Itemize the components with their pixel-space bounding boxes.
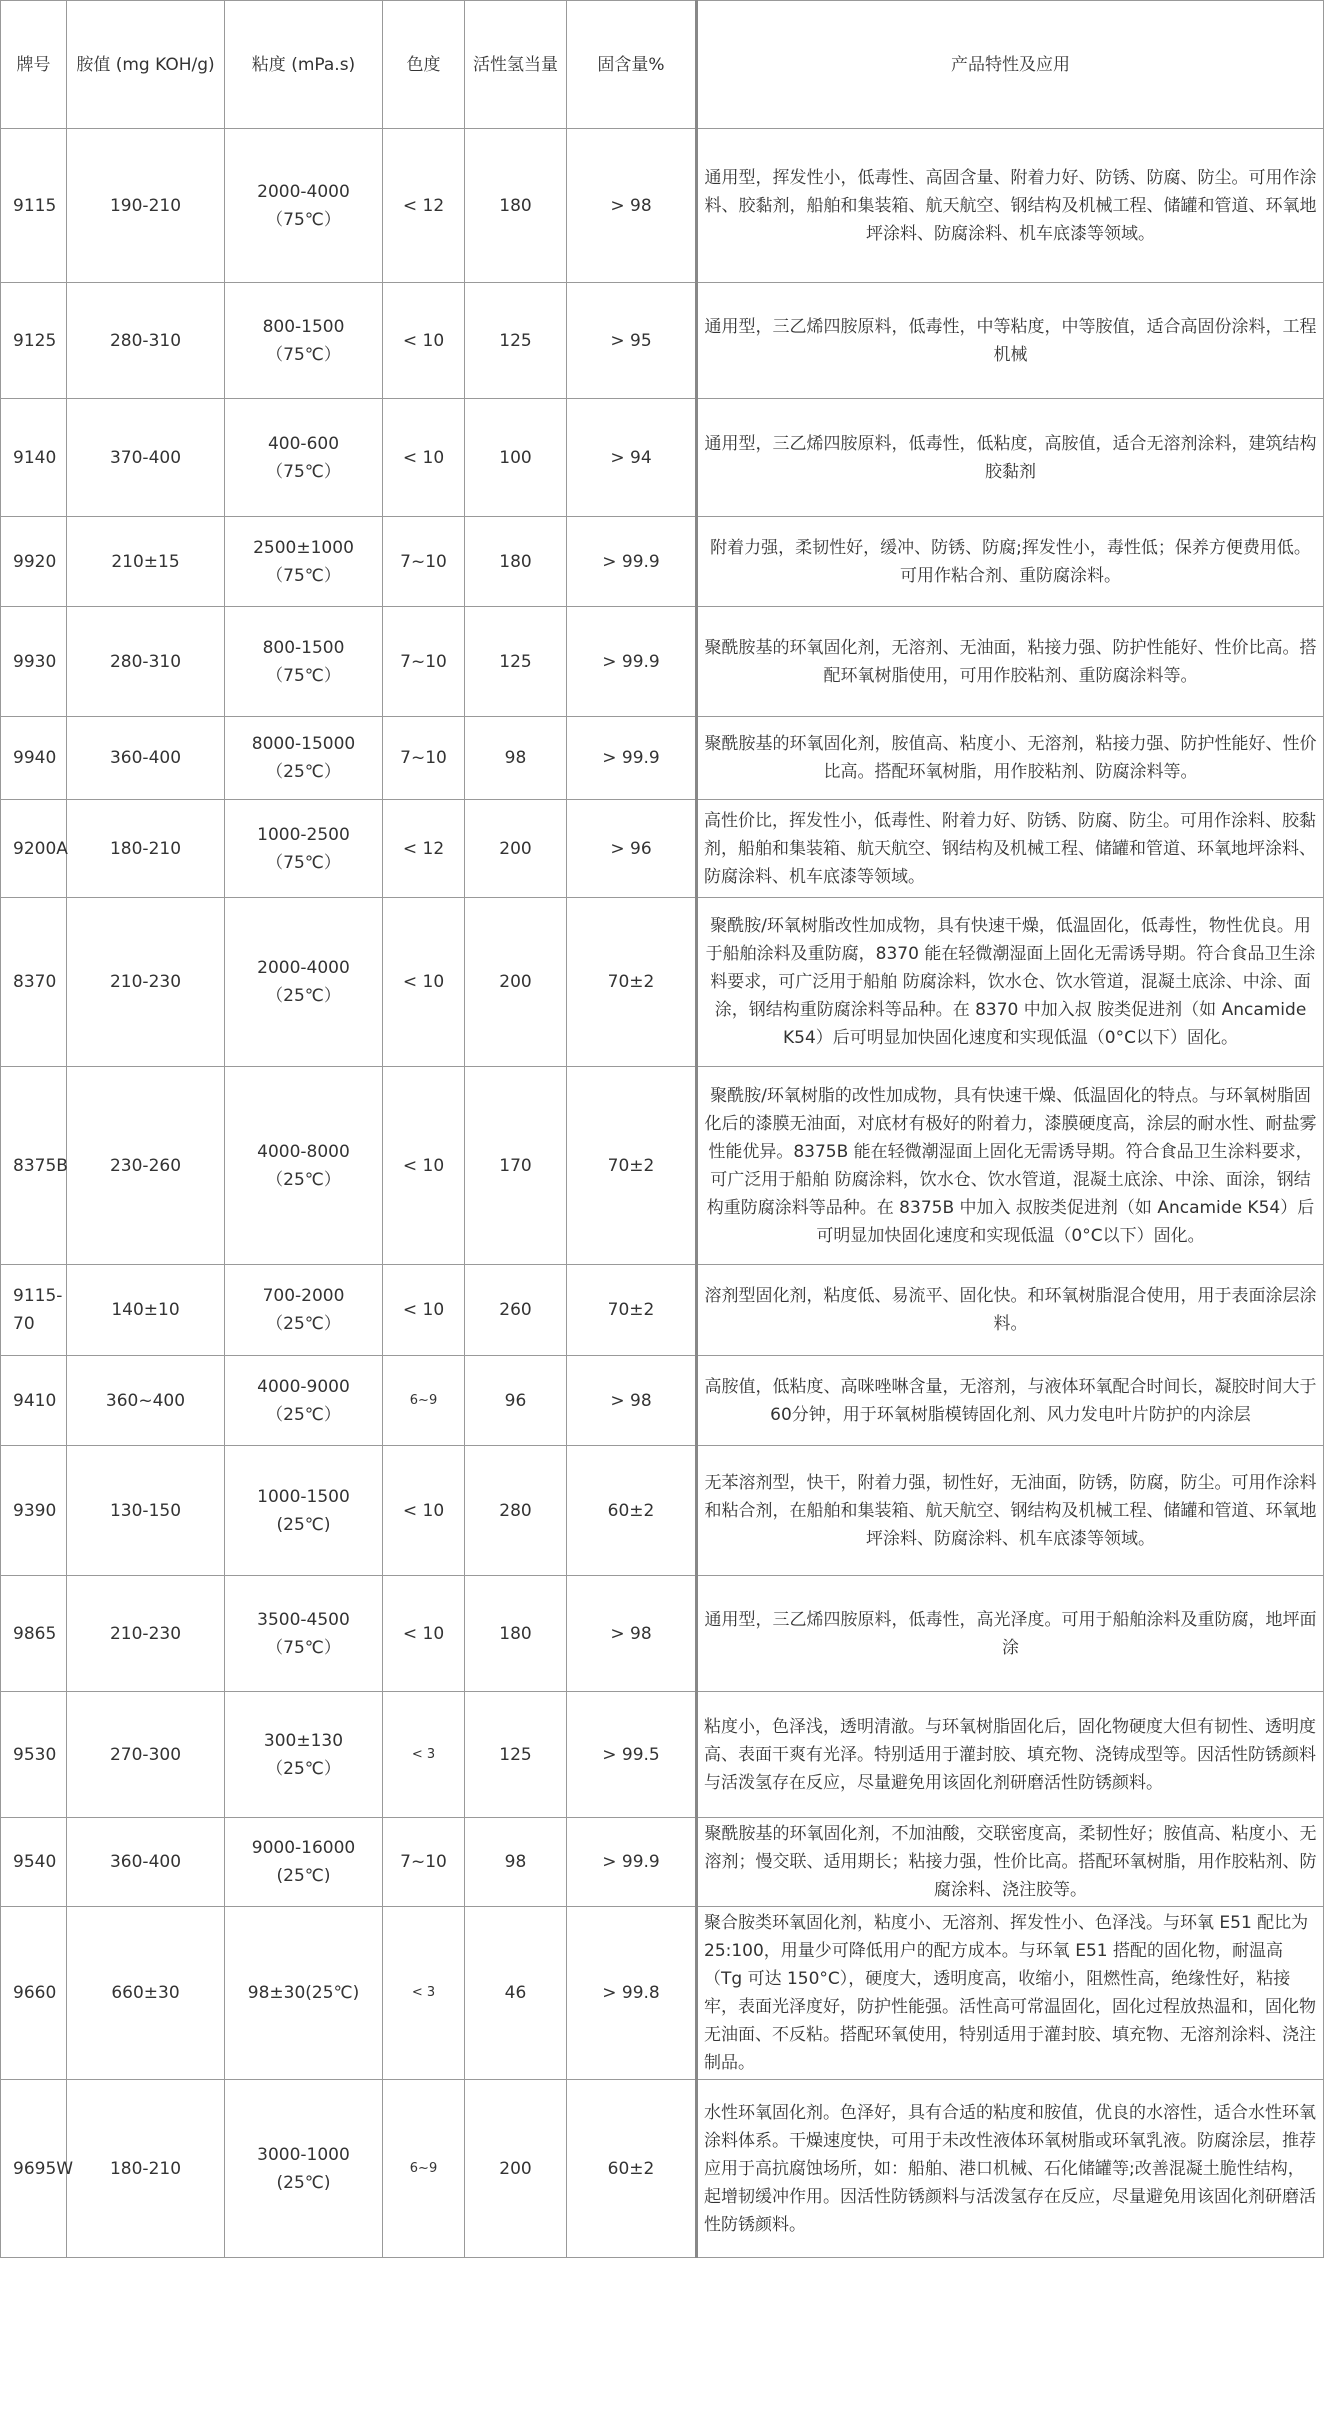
cell-viscosity [225, 1265, 383, 1356]
cell-description: 通用型，挥发性小，低毒性、高固含量、附着力好、防锈、防腐、防尘。可用作涂料、胶黏剂，船舶和集装箱、航天航空、钢结构及机械工程、储罐和管道、环氧地坪涂料、防腐涂料、机车底漆等领域。 [697, 129, 1324, 283]
cell-amine-value: 360~400 [67, 1356, 225, 1446]
cell-viscosity [225, 1356, 383, 1446]
cell-description: 聚酰胺基的环氧固化剂，胺值高、粘度小、无溶剂，粘接力强、防护性能好、性价比高。搭配环氧树脂，用作胶粘剂、防腐涂料等。 [697, 717, 1324, 800]
cell-code: 9530 [1, 1692, 67, 1818]
cell-solids: > 99.9 [567, 607, 697, 717]
table-row [1, 399, 1324, 517]
cell-color: < 3 [383, 1907, 465, 2080]
table-row [1, 517, 1324, 607]
cell-ahew: 180 [465, 517, 567, 607]
cell-color: < 12 [383, 800, 465, 898]
cell-color: < 10 [383, 898, 465, 1067]
cell-code: 9695W [1, 2080, 67, 2258]
viscosity-temperature: （75℃） [266, 344, 341, 365]
cell-solids: > 99.9 [567, 717, 697, 800]
cell-solids: > 98 [567, 1576, 697, 1692]
cell-ahew: 98 [465, 1818, 567, 1907]
cell-description: 聚酰胺基的环氧固化剂，不加油酸，交联密度高，柔韧性好；胺值高、粘度小、无溶剂；慢交联、适用期长；粘接力强，性价比高。搭配环氧树脂，用作胶粘剂、防腐涂料、浇注胶等。 [697, 1818, 1324, 1907]
viscosity-value: 98±30(25℃) [247, 1983, 360, 2003]
table-row [1, 1692, 1324, 1818]
cell-description: 粘度小，色泽浅，透明清澈。与环氧树脂固化后，固化物硬度大但有韧性、透明度高、表面干爽有光泽。特别适用于灌封胶、填充物、浇铸成型等。因活性防锈颜料与活泼氢存在反应，尽量避免用该固化剂研磨活性防锈颜料。 [697, 1692, 1324, 1818]
viscosity-value: 9000-16000 [251, 1838, 356, 1858]
cell-viscosity [225, 717, 383, 800]
cell-solids: > 98 [567, 1356, 697, 1446]
cell-code: 9920 [1, 517, 67, 607]
cell-viscosity [225, 1576, 383, 1692]
viscosity-value: 2000-4000 [257, 958, 350, 978]
cell-solids: > 99.9 [567, 517, 697, 607]
cell-viscosity [225, 517, 383, 607]
cell-ahew: 98 [465, 717, 567, 800]
cell-description: 聚酰胺/环氧树脂改性加成物，具有快速干燥，低温固化，低毒性，物性优良。用于船舶涂料及重防腐，8370 能在轻微潮湿面上固化无需诱导期。符合食品卫生涂料要求，可广泛用于船舶 防腐涂料，饮水仓、饮水管道，混凝土底涂、中涂、面涂，钢结构重防腐涂料等品种。在 8370 中加入叔 胺类促进剂（如 Ancamide K54）后可明显加快固化速度和实现低温（0°C以下）固化。 [697, 898, 1324, 1067]
table-row [1, 1576, 1324, 1692]
cell-description: 通用型，三乙烯四胺原料，低毒性，中等粘度，中等胺值，适合高固份涂料，工程机械 [697, 283, 1324, 399]
cell-ahew: 46 [465, 1907, 567, 2080]
cell-code: 9865 [1, 1576, 67, 1692]
cell-amine-value: 180-210 [67, 800, 225, 898]
table-row [1, 1356, 1324, 1446]
viscosity-value: 3000-1000 (25℃) [257, 2144, 350, 2193]
viscosity-value: 300±130 [263, 1730, 344, 1751]
table-row [1, 1907, 1324, 2080]
viscosity-temperature: (25℃) [276, 1514, 331, 1535]
cell-amine-value: 230-260 [67, 1067, 225, 1265]
cell-color: < 12 [383, 129, 465, 283]
cell-ahew: 260 [465, 1265, 567, 1356]
cell-ahew: 125 [465, 283, 567, 399]
viscosity-value: 4000-8000 [257, 1141, 350, 1162]
cell-code: 9930 [1, 607, 67, 717]
cell-ahew: 180 [465, 129, 567, 283]
cell-color: 7~10 [383, 607, 465, 717]
cell-description: 通用型，三乙烯四胺原料，低毒性，低粘度，高胺值，适合无溶剂涂料，建筑结构胶黏剂 [697, 399, 1324, 517]
cell-ahew: 200 [465, 2080, 567, 2258]
cell-color: < 10 [383, 283, 465, 399]
header-description: 产品特性及应用 [697, 1, 1324, 129]
cell-amine-value: 660±30 [67, 1907, 225, 2080]
cell-solids: 60±2 [567, 2080, 697, 2258]
viscosity-value: 700-2000 [262, 1286, 345, 1306]
cell-color: 7~10 [383, 717, 465, 800]
cell-viscosity [225, 1067, 383, 1265]
viscosity-temperature: （25℃） [266, 1169, 341, 1190]
cell-color: < 10 [383, 1576, 465, 1692]
cell-amine-value: 270-300 [67, 1692, 225, 1818]
cell-description: 通用型，三乙烯四胺原料，低毒性，高光泽度。可用于船舶涂料及重防腐，地坪面涂 [697, 1576, 1324, 1692]
cell-code: 9115 [1, 129, 67, 283]
cell-code: 8370 [1, 898, 67, 1067]
cell-solids: > 95 [567, 283, 697, 399]
header-row [1, 1, 1324, 129]
cell-code: 9125 [1, 283, 67, 399]
cell-description: 溶剂型固化剂，粘度低、易流平、固化快。和环氧树脂混合使用，用于表面涂层涂料。 [697, 1265, 1324, 1356]
viscosity-value: 4000-9000 [257, 1376, 350, 1397]
cell-color: 7~10 [383, 517, 465, 607]
cell-code: 9200A [1, 800, 67, 898]
viscosity-temperature: （25℃） [266, 986, 341, 1006]
viscosity-temperature: （75℃） [266, 852, 341, 873]
cell-solids: > 99.5 [567, 1692, 697, 1818]
cell-ahew: 125 [465, 1692, 567, 1818]
cell-description: 附着力强，柔韧性好，缓冲、防锈、防腐;挥发性小，毒性低；保养方便费用低。可用作粘合剂、重防腐涂料。 [697, 517, 1324, 607]
header-code: 牌号 [1, 1, 67, 129]
table-row [1, 1265, 1324, 1356]
cell-viscosity [225, 2080, 383, 2258]
cell-code: 9140 [1, 399, 67, 517]
cell-amine-value: 210-230 [67, 1576, 225, 1692]
cell-amine-value: 360-400 [67, 1818, 225, 1907]
cell-solids: 60±2 [567, 1446, 697, 1576]
cell-viscosity [225, 129, 383, 283]
table-row [1, 1067, 1324, 1265]
viscosity-temperature: （75℃） [266, 209, 341, 230]
cell-description: 无苯溶剂型，快干，附着力强，韧性好，无油面，防锈，防腐，防尘。可用作涂料和粘合剂，在船舶和集装箱、航天航空、钢结构及机械工程、储罐和管道、环氧地坪涂料、防腐涂料、机车底漆等领域。 [697, 1446, 1324, 1576]
cell-description: 水性环氧固化剂。色泽好，具有合适的粘度和胺值，优良的水溶性，适合水性环氧涂料体系。干燥速度快，可用于未改性液体环氧树脂或环氧乳液。防腐涂层，推荐应用于高抗腐蚀场所，如：船舶、港口机械、石化储罐等;改善混凝土脆性结构，起增韧缓冲作用。因活性防锈颜料与活泼氢存在反应，尽量避免用该固化剂研磨活性防锈颜料。 [697, 2080, 1324, 2258]
viscosity-temperature: (25℃) [276, 1866, 331, 1886]
cell-amine-value: 130-150 [67, 1446, 225, 1576]
viscosity-value: 800-1500 [262, 316, 345, 337]
cell-viscosity [225, 399, 383, 517]
viscosity-value: 400-600 [267, 433, 340, 454]
table-row [1, 129, 1324, 283]
cell-color: 6~9 [383, 2080, 465, 2258]
viscosity-value: 3500-4500 [257, 1609, 350, 1630]
viscosity-value: 1000-1500 [257, 1486, 350, 1507]
viscosity-temperature: （25℃） [266, 1404, 341, 1425]
cell-description: 高性价比，挥发性小，低毒性、附着力好、防锈、防腐、防尘。可用作涂料、胶黏剂，船舶和集装箱、航天航空、钢结构及机械工程、储罐和管道、环氧地坪涂料、防腐涂料、机车底漆等领域。 [697, 800, 1324, 898]
viscosity-temperature: （25℃） [266, 1758, 341, 1779]
cell-amine-value: 280-310 [67, 283, 225, 399]
table-row [1, 2080, 1324, 2258]
cell-amine-value: 360-400 [67, 717, 225, 800]
viscosity-temperature: （75℃） [266, 665, 341, 686]
cell-code: 9410 [1, 1356, 67, 1446]
cell-ahew: 125 [465, 607, 567, 717]
cell-ahew: 280 [465, 1446, 567, 1576]
cell-color: 6~9 [383, 1356, 465, 1446]
cell-color: < 3 [383, 1692, 465, 1818]
cell-amine-value: 190-210 [67, 129, 225, 283]
cell-ahew: 100 [465, 399, 567, 517]
cell-viscosity [225, 800, 383, 898]
viscosity-temperature: （25℃） [266, 1314, 341, 1334]
cell-description: 聚合胺类环氧固化剂，粘度小、无溶剂、挥发性小、色泽浅。与环氧 E51 配比为 25:100，用量少可降低用户的配方成本。与环氧 E51 搭配的固化物，耐温高（Tg 可达 150°C），硬度大，透明度高，收缩小，阻燃性高，绝缘性好，粘接牢，表面光泽度好，防护性能强。活性高可常温固化，固化过程放热温和，固化物无油面、不反粘。搭配环氧使用，特别适用于灌封胶、填充物、无溶剂涂料、浇注制品。 [697, 1907, 1324, 2080]
cell-amine-value: 180-210 [67, 2080, 225, 2258]
cell-ahew: 200 [465, 800, 567, 898]
cell-viscosity [225, 1692, 383, 1818]
viscosity-value: 8000-15000 [251, 734, 356, 754]
viscosity-value: 1000-2500 [257, 824, 350, 845]
cell-solids: > 98 [567, 129, 697, 283]
header-amine-value: 胺值 (mg KOH/g) [67, 1, 225, 129]
cell-amine-value: 210±15 [67, 517, 225, 607]
cell-color: < 10 [383, 399, 465, 517]
header-solids: 固含量% [567, 1, 697, 129]
cell-amine-value: 210-230 [67, 898, 225, 1067]
table-row [1, 800, 1324, 898]
cell-ahew: 96 [465, 1356, 567, 1446]
cell-solids: > 96 [567, 800, 697, 898]
header-viscosity: 粘度 (mPa.s) [225, 1, 383, 129]
cell-viscosity [225, 898, 383, 1067]
cell-color: < 10 [383, 1265, 465, 1356]
viscosity-temperature: （25℃） [266, 762, 341, 782]
table-row [1, 898, 1324, 1067]
cell-ahew: 180 [465, 1576, 567, 1692]
cell-solids: 70±2 [567, 1067, 697, 1265]
table-row [1, 607, 1324, 717]
cell-code: 9540 [1, 1818, 67, 1907]
cell-solids: > 94 [567, 399, 697, 517]
cell-code: 9660 [1, 1907, 67, 2080]
cell-description: 聚酰胺/环氧树脂的改性加成物，具有快速干燥、低温固化的特点。与环氧树脂固化后的漆膜无油面，对底材有极好的附着力，漆膜硬度高，涂层的耐水性、耐盐雾性能优异。8375B 能在轻微潮湿面上固化无需诱导期。符合食品卫生涂料要求，可广泛用于船舶 防腐涂料，饮水仓、饮水管道，混凝土底涂、中涂、面涂，钢结构重防腐涂料等品种。在 8375B 中加入 叔胺类促进剂（如 Ancamide K54）后可明显加快固化速度和实现低温（0°C以下）固化。 [697, 1067, 1324, 1265]
cell-solids: 70±2 [567, 898, 697, 1067]
table-row [1, 283, 1324, 399]
cell-viscosity [225, 1907, 383, 2080]
cell-ahew: 200 [465, 898, 567, 1067]
viscosity-temperature: （75℃） [266, 565, 341, 586]
cell-code: 8375B [1, 1067, 67, 1265]
cell-amine-value: 370-400 [67, 399, 225, 517]
cell-solids: 70±2 [567, 1265, 697, 1356]
viscosity-temperature: （75℃） [266, 1637, 341, 1658]
cell-viscosity [225, 1818, 383, 1907]
header-ahew: 活性氢当量 [465, 1, 567, 129]
cell-color: 7~10 [383, 1818, 465, 1907]
table-row [1, 717, 1324, 800]
cell-viscosity [225, 607, 383, 717]
cell-ahew: 170 [465, 1067, 567, 1265]
viscosity-temperature: （75℃） [266, 461, 341, 482]
viscosity-value: 2000-4000 [257, 181, 350, 202]
table-row [1, 1818, 1324, 1907]
cell-solids: > 99.9 [567, 1818, 697, 1907]
cell-viscosity [225, 1446, 383, 1576]
viscosity-value: 2500±1000 [253, 537, 354, 558]
cell-solids: > 99.8 [567, 1907, 697, 2080]
cell-description: 高胺值，低粘度、高咪唑啉含量，无溶剂，与液体环氧配合时间长，凝胶时间大于60分钟，用于环氧树脂模铸固化剂、风力发电叶片防护的内涂层 [697, 1356, 1324, 1446]
cell-amine-value: 280-310 [67, 607, 225, 717]
cell-color: < 10 [383, 1067, 465, 1265]
table-row [1, 1446, 1324, 1576]
cell-description: 聚酰胺基的环氧固化剂，无溶剂、无油面，粘接力强、防护性能好、性价比高。搭配环氧树脂使用，可用作胶粘剂、重防腐涂料等。 [697, 607, 1324, 717]
cell-viscosity [225, 283, 383, 399]
header-color: 色度 [383, 1, 465, 129]
cell-amine-value: 140±10 [67, 1265, 225, 1356]
cell-code: 9390 [1, 1446, 67, 1576]
cell-code: 9115-70 [1, 1265, 67, 1356]
cell-code: 9940 [1, 717, 67, 800]
cell-color: < 10 [383, 1446, 465, 1576]
viscosity-value: 800-1500 [262, 637, 345, 658]
